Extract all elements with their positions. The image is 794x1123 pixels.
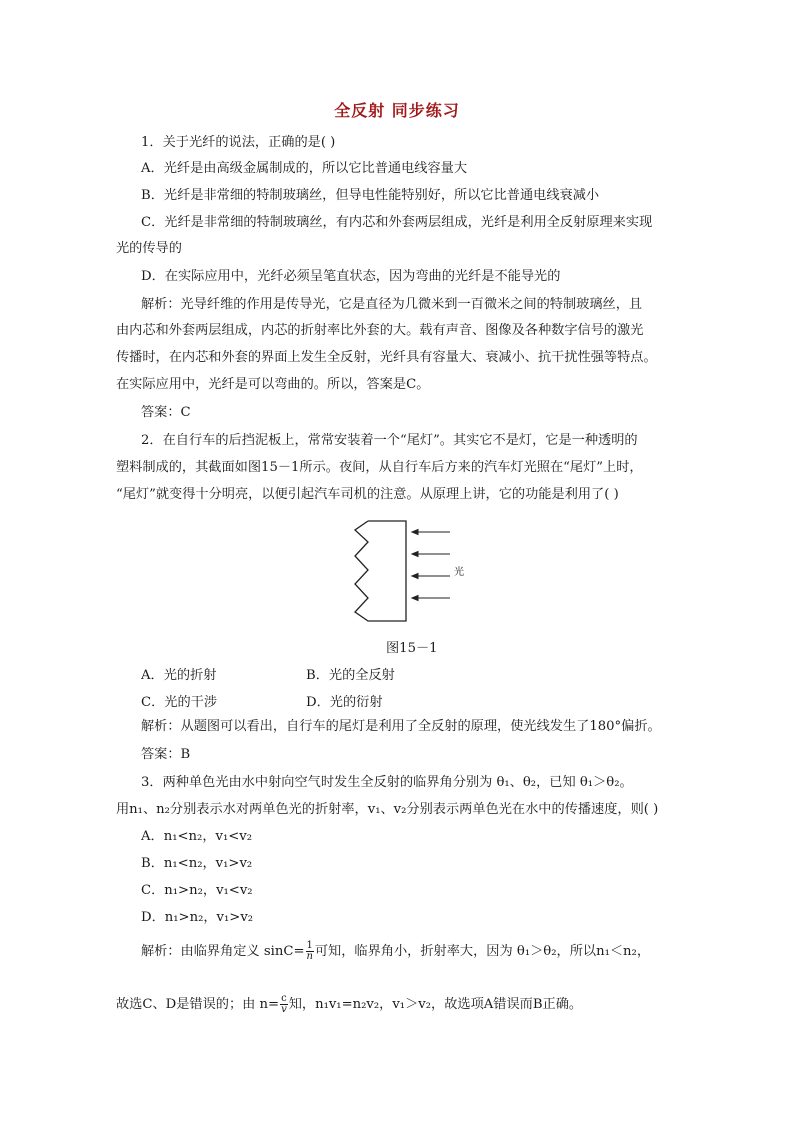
q1-stem: 1．关于光纤的说法，正确的是( ) [141,135,336,150]
q1-analysis-line2: 由内芯和外套两层组成，内芯的折射率比外套的大。载有声音、图像及各种数字信号的激光 [116,323,644,338]
q2-answer: 答案：B [141,747,191,762]
q3-option-c: C．n₁>n₂，v₁<v₂ [141,883,253,898]
q3-stem-line1: 3．两种单色光由水中射向空气时发生全反射的临界角分别为 θ₁、θ₂，已知 θ₁＞θ₂。 [141,775,633,790]
q1-analysis-line1: 解析：光导纤维的作用是传导光，它是直径为几微米到一百微米之间的特制玻璃丝，且 [141,297,643,312]
q3-analysis-line2 [116,994,582,1015]
q2-option-b: B．光的全反射 [306,668,395,683]
tail-light-figure [340,518,480,628]
q3-analysis-line1-pre: 解析：由临界角定义 sinC= [141,944,305,959]
q1-analysis-line3: 传播时，在内芯和外套的界面上发生全反射，光纤具有容量大、衰减小、抗干扰性强等特点。 [116,350,657,365]
q2-stem-line3: “尾灯”就变得十分明亮，以便引起汽车司机的注意。从原理上讲，它的功能是利用了( ) [116,487,619,502]
q3-analysis-line1 [141,941,650,962]
q1-option-b: B．光纤是非常细的特制玻璃丝，但导电性能特别好，所以它比普通电线衰减小 [141,188,600,203]
fraction-c-over-v: $\frac{c}{v}$ [281,993,287,1015]
q1-option-d: D．在实际应用中，光纤必须呈笔直状态，因为弯曲的光纤是不能导光的 [141,269,561,284]
q3-analysis-line1-post: 可知，临界角小，折射率大，因为 θ₁＞θ₂，所以n₁＜n₂， [314,944,651,959]
fraction-1-over-n: $\frac{1}{n}$ [306,940,313,962]
q1-option-c-line1: C．光纤是非常细的特制玻璃丝，有内芯和外套两层组成，光纤是利用全反射原理来实现 [141,215,653,230]
q3-option-d: D．n₁>n₂，v₁>v₂ [141,910,254,925]
q3-analysis-line2-post: 知，n₁v₁=n₂v₂，v₁＞v₂，故选项A错误而B正确。 [288,997,583,1012]
tail-light-cross-section [355,521,406,621]
q1-option-c-line2: 光的传导的 [116,241,182,256]
q2-option-d: D．光的衍射 [306,695,383,710]
q2-analysis: 解析：从题图可以看出，自行车的尾灯是利用了全反射的原理，使光线发生了180°偏折。 [141,719,661,734]
q1-answer: 答案：C [141,405,191,420]
light-label: 光 [454,567,464,578]
q3-option-a: A．n₁<n₂，v₁<v₂ [141,829,253,844]
figure-caption: 图15－1 [386,641,438,656]
q2-stem-line2: 塑料制成的，其截面如图15－1所示。夜间，从自行车后方来的汽车灯光照在“尾灯”上时， [116,460,643,475]
q3-option-b: B．n₁<n₂，v₁>v₂ [141,856,253,871]
q3-stem-line2: 用n₁、n₂分别表示水对两单色光的折射率，v₁、v₂分别表示两单色光在水中的传播速度，则( ) [116,802,659,817]
q2-stem-line1: 2．在自行车的后挡泥板上，常常安装着一个“尾灯”。其实它不是灯，它是一种透明的 [141,433,638,448]
q1-analysis-line4: 在实际应用中，光纤是可以弯曲的。所以，答案是C。 [116,377,430,392]
q2-option-a: A．光的折射 [141,668,217,683]
q2-option-c: C．光的干涉 [141,695,218,710]
q1-option-a: A．光纤是由高级金属制成的，所以它比普通电线容量大 [141,161,468,176]
page-title: 全反射 同步练习 [334,101,460,120]
q3-analysis-line2-pre: 故选C、D是错误的；由 n= [116,997,280,1012]
